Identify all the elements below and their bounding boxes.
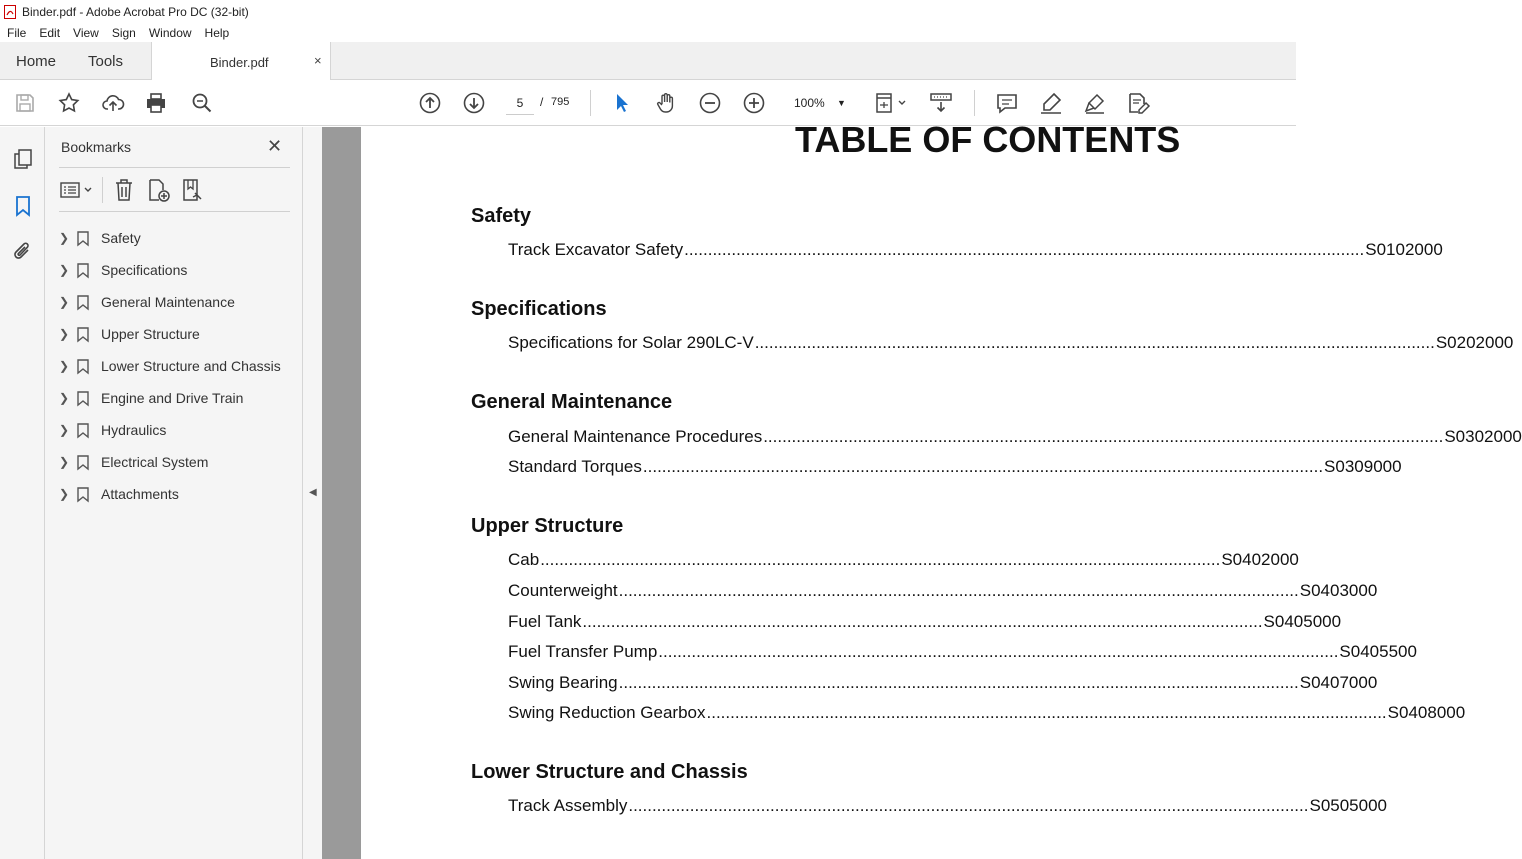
acrobat-app-icon — [4, 5, 16, 19]
chevron-right-icon[interactable]: ❯ — [59, 263, 70, 277]
toc-leader-dots: ................................................................................................................................................ — [706, 703, 1387, 722]
toc-leader-dots: ................................................................................................................................................ — [642, 457, 1324, 476]
bookmark-label: Electrical System — [101, 454, 209, 470]
chevron-right-icon[interactable]: ❯ — [59, 487, 70, 501]
cloud-upload-icon[interactable] — [101, 91, 125, 115]
bookmark-icon — [77, 327, 89, 342]
star-icon[interactable] — [57, 91, 81, 115]
toc-leader-dots: ................................................................................................................................................ — [628, 796, 1309, 815]
chevron-right-icon[interactable]: ❯ — [59, 423, 70, 437]
toc-section-heading: General Maintenance — [471, 391, 673, 413]
bookmark-search-icon[interactable] — [180, 177, 206, 203]
highlight-pen-icon[interactable] — [1039, 91, 1063, 115]
bookmarks-panel-title: Bookmarks — [61, 139, 132, 155]
bookmark-icon — [77, 359, 89, 374]
toc-entry-code: S0102000 — [1365, 240, 1443, 259]
toc-entry-name: Standard Torques — [508, 457, 642, 476]
toc-title: TABLE OF CONTENTS — [795, 119, 1181, 160]
draw-sign-icon[interactable] — [1083, 91, 1107, 115]
toc-entry-name: Specifications for Solar 290LC-V — [508, 333, 754, 352]
toc-entry[interactable] — [508, 581, 1378, 601]
find-zoom-icon[interactable] — [190, 91, 214, 115]
panel-splitter[interactable] — [303, 127, 322, 859]
select-cursor-icon[interactable] — [610, 91, 634, 115]
tab-bar — [0, 42, 1296, 80]
bookmark-label: Lower Structure and Chassis — [101, 358, 281, 374]
scroll-mode-icon[interactable] — [929, 91, 953, 115]
toc-leader-dots: ................................................................................................................................................ — [684, 240, 1365, 259]
page-thumbnails-icon[interactable] — [11, 147, 35, 171]
bookmark-label: Hydraulics — [101, 422, 167, 438]
chevron-right-icon[interactable]: ❯ — [59, 231, 70, 245]
chevron-right-icon[interactable]: ❯ — [59, 295, 70, 309]
chevron-down-icon: ▼ — [837, 98, 846, 108]
print-icon[interactable] — [144, 91, 168, 115]
toc-entry-code: S0407000 — [1299, 673, 1378, 692]
tab-document-label: Binder.pdf — [210, 55, 269, 70]
next-page-icon[interactable] — [462, 91, 486, 115]
toc-entry-code: S0405000 — [1263, 612, 1342, 631]
toc-entry[interactable] — [508, 240, 1443, 260]
zoom-level-value: 100% — [794, 96, 825, 110]
divider — [59, 211, 290, 212]
toc-section-heading: Safety — [471, 205, 532, 227]
toc-entry[interactable] — [508, 333, 1514, 353]
bookmark-label: Engine and Drive Train — [101, 390, 244, 406]
menu-help[interactable]: Help — [204, 25, 230, 40]
zoom-level-select[interactable] — [785, 93, 851, 115]
toc-entry-code: S0202000 — [1435, 333, 1514, 352]
zoom-out-icon[interactable] — [698, 91, 722, 115]
chevron-right-icon[interactable]: ❯ — [59, 327, 70, 341]
new-bookmark-icon[interactable] — [145, 177, 171, 203]
toc-leader-dots: ................................................................................................................................................ — [582, 612, 1263, 631]
bookmark-item-lower-structure[interactable] — [45, 350, 303, 382]
toc-entry-name: Track Excavator Safety — [508, 240, 684, 259]
toc-entry-code: S0403000 — [1299, 581, 1378, 600]
zoom-in-icon[interactable] — [742, 91, 766, 115]
tab-close-button[interactable]: × — [314, 53, 322, 68]
chevron-right-icon[interactable]: ❯ — [59, 359, 70, 373]
bookmark-item-upper-structure[interactable] — [45, 318, 303, 350]
collapse-panel-icon[interactable]: ◀ — [309, 487, 317, 498]
menu-view[interactable]: View — [73, 25, 99, 40]
bookmark-item-hydraulics[interactable] — [45, 414, 303, 446]
toc-entry-name: General Maintenance Procedures — [508, 427, 763, 446]
attachments-icon[interactable] — [11, 240, 35, 264]
bookmarks-panel — [45, 127, 303, 859]
menu-edit[interactable]: Edit — [39, 25, 61, 40]
edit-pdf-icon[interactable] — [1126, 91, 1150, 115]
toc-entry-code: S0302000 — [1444, 427, 1522, 446]
page-fit-icon[interactable] — [874, 91, 910, 115]
toc-entry-code: S0505000 — [1309, 796, 1388, 815]
comment-icon[interactable] — [995, 91, 1019, 115]
bookmark-label: Attachments — [101, 486, 179, 502]
bookmark-label: Safety — [101, 230, 141, 246]
window-title: Binder.pdf - Adobe Acrobat Pro DC (32-bit) — [22, 4, 249, 19]
toc-leader-dots: ................................................................................................................................................ — [754, 333, 1435, 352]
bookmark-item-general-maintenance[interactable] — [45, 286, 303, 318]
toc-entry[interactable] — [508, 457, 1402, 477]
delete-bookmark-icon[interactable] — [111, 177, 137, 203]
bookmark-icon — [77, 455, 89, 470]
bookmark-icon — [77, 231, 89, 246]
bookmark-item-engine-drive-train[interactable] — [45, 382, 303, 414]
toolbar-divider — [974, 90, 975, 116]
bookmark-options-icon[interactable] — [59, 177, 95, 203]
bookmark-icon — [77, 295, 89, 310]
toc-section-heading: Specifications — [471, 298, 607, 320]
menu-bar — [0, 23, 1296, 42]
chevron-right-icon[interactable]: ❯ — [59, 391, 70, 405]
toc-leader-dots: ................................................................................................................................................ — [763, 427, 1444, 446]
save-icon[interactable] — [13, 91, 37, 115]
tab-document[interactable] — [151, 42, 331, 80]
divider — [59, 167, 290, 168]
toc-section-heading: Lower Structure and Chassis — [471, 761, 748, 783]
menu-sign[interactable]: Sign — [111, 25, 136, 40]
bookmark-label: Upper Structure — [101, 326, 200, 342]
toc-entry-name: Swing Reduction Gearbox — [508, 703, 706, 722]
toc-leader-dots: ................................................................................................................................................ — [618, 581, 1299, 600]
toc-entry[interactable] — [508, 642, 1417, 662]
toc-entry[interactable] — [508, 796, 1388, 816]
pdf-page[interactable] — [361, 119, 1522, 859]
bookmark-item-safety[interactable] — [45, 222, 303, 254]
chevron-right-icon[interactable]: ❯ — [59, 455, 70, 469]
toc-entry-name: Swing Bearing — [508, 673, 618, 692]
toc-entry-name: Fuel Tank — [508, 612, 582, 631]
toc-entry-code: S0405500 — [1339, 642, 1417, 661]
bookmark-icon — [77, 391, 89, 406]
toc-entry[interactable] — [508, 703, 1466, 723]
hand-tool-icon[interactable] — [654, 91, 678, 115]
close-icon[interactable]: ✕ — [267, 136, 283, 156]
toc-section-heading: Upper Structure — [471, 515, 624, 537]
toc-entry-name: Counterweight — [508, 581, 618, 600]
menu-window[interactable]: Window — [148, 25, 192, 40]
bookmark-item-electrical-system[interactable] — [45, 446, 303, 478]
bookmark-item-attachments[interactable] — [45, 478, 303, 510]
tab-home[interactable]: Home — [16, 53, 57, 70]
toc-entry-name: Fuel Transfer Pump — [508, 642, 658, 661]
toc-entry-name: Track Assembly — [508, 796, 628, 815]
menu-file[interactable]: File — [7, 25, 27, 40]
bookmark-label: General Maintenance — [101, 294, 235, 310]
bookmark-item-specifications[interactable] — [45, 254, 303, 286]
bookmark-icon — [77, 487, 89, 502]
previous-page-icon[interactable] — [418, 91, 442, 115]
total-pages: 795 — [551, 96, 570, 108]
toc-leader-dots: ................................................................................................................................................ — [618, 673, 1299, 692]
bookmark-panel-icon[interactable] — [11, 194, 35, 218]
tab-tools[interactable]: Tools — [88, 53, 124, 70]
panel-divider — [102, 177, 103, 203]
bookmark-label: Specifications — [101, 262, 188, 278]
toc-entry[interactable] — [508, 427, 1522, 447]
toc-entry-name: Cab — [508, 550, 540, 569]
page-separator: / — [540, 95, 544, 109]
toc-entry[interactable] — [508, 673, 1378, 693]
toc-entry-code: S0309000 — [1324, 457, 1402, 476]
bookmark-icon — [77, 423, 89, 438]
toc-leader-dots: ................................................................................................................................................ — [658, 642, 1339, 661]
bookmark-list — [45, 222, 303, 510]
toc-entry[interactable] — [508, 550, 1299, 570]
toc-entry-code: S0408000 — [1387, 703, 1466, 722]
bookmark-icon — [77, 263, 89, 278]
navigation-rail — [0, 127, 45, 859]
page-number-input[interactable]: 5 — [506, 93, 534, 115]
toc-leader-dots: ................................................................................................................................................ — [540, 550, 1221, 569]
title-bar — [0, 0, 1296, 23]
toolbar-divider — [590, 90, 591, 116]
toc-entry-code: S0402000 — [1221, 550, 1299, 569]
toc-entry[interactable] — [508, 612, 1342, 632]
